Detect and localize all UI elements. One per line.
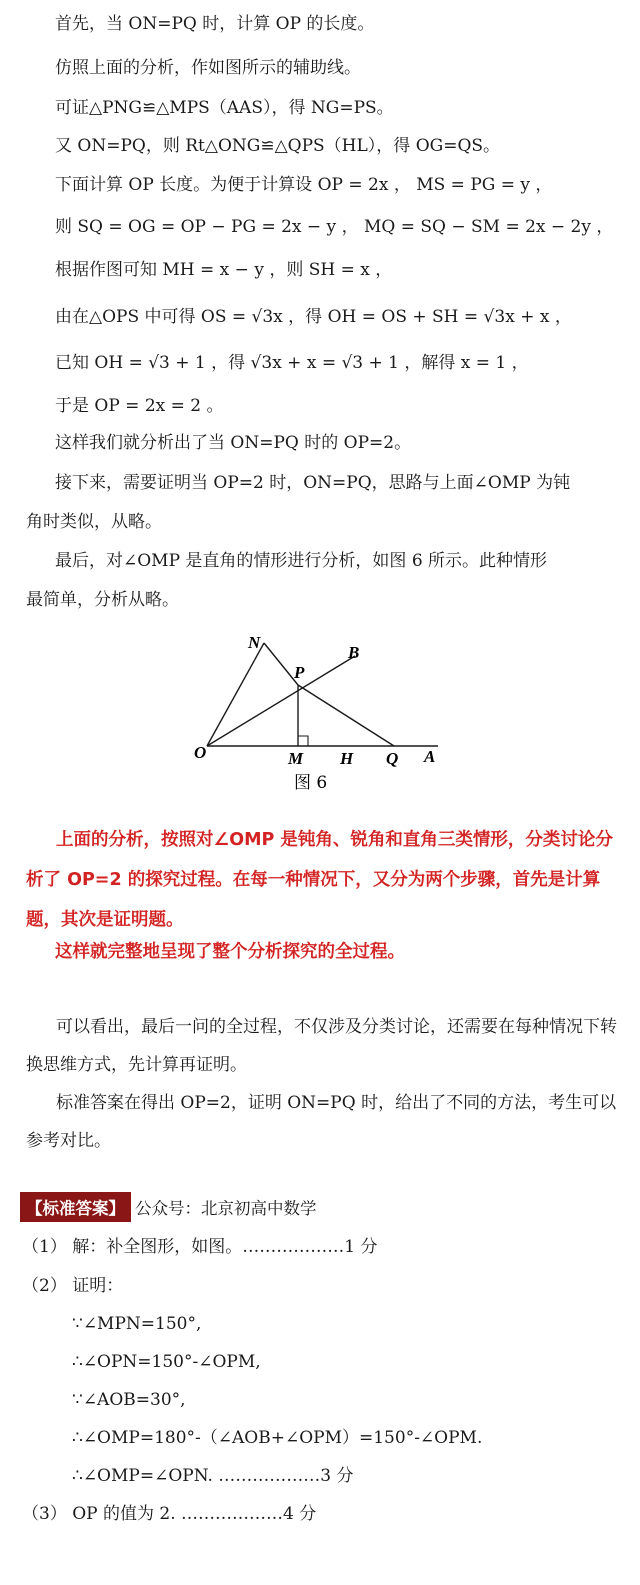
label-p: P [294,663,305,682]
figure-caption: 图 6 [294,773,328,793]
label-q: Q [386,749,399,768]
label-h: H [340,749,354,768]
commentary-text: 标准答案在得出 OP=2，证明 ON=PQ 时，给出了不同的方法，考生可以参考对比。 [26,1093,617,1151]
answer-step: ∴∠OMP=180°-（∠AOB+∠OPM）=150°-∠OPM. [72,1428,483,1448]
geometry-figure [190,628,450,793]
text-line: 最简单，分析从略。 [26,590,179,610]
answer-step: ∴∠OPN=150°-∠OPM, [72,1352,261,1372]
highlight-summary: 这样就完整地呈现了整个分析探究的全过程。 [55,942,405,962]
answer-tag: 【标准答案】 [20,1192,131,1222]
commentary-paragraph [26,1084,626,1160]
label-a: A [424,747,436,766]
highlight-paragraph [26,820,618,940]
right-angle-mark [298,736,308,746]
label-m: M [288,749,304,768]
text-line: 下面计算 OP 长度。为便于计算设 OP = 2x ， MS = PG = y ， [55,175,553,195]
text-line: 已知 OH = √3 + 1 ，得 √3x + x = √3 + 1 ，解得 x = 1 ， [55,353,529,373]
answer-header [20,1192,317,1222]
text-line: 角时类似，从略。 [26,512,162,532]
answer-step: （2） 证明： [22,1276,124,1296]
answer-step: （1） 解：补全图形，如图。………………1 分 [22,1237,378,1257]
text-line: 又 ON=PQ，则 Rt△ONG≌△QPS（HL），得 OG=QS。 [55,136,501,156]
segment-pq [298,685,394,746]
answer-step: （3） OP 的值为 2. ………………4 分 [22,1504,317,1524]
commentary-paragraph [26,1008,626,1084]
ray-ob [207,656,355,746]
text-line: 由在△OPS 中可得 OS = √3x ，得 OH = OS + SH = √3x + x ， [55,307,572,327]
label-o: O [194,743,207,762]
label-b: B [348,643,360,662]
segment-np [264,643,298,685]
text-line: 接下来，需要证明当 OP=2 时，ON=PQ，思路与上面∠OMP 为钝 [55,473,571,493]
label-n: N [248,633,261,652]
answer-step: ∵∠MPN=150°, [72,1314,202,1334]
highlight-text: 上面的分析，按照对∠OMP 是钝角、锐角和直角三类情形，分类讨论分析了 OP=2 的探究过程。在每一种情况下，又分为两个步骤，首先是计算题，其次是证明题。 [26,830,613,930]
text-line: 则 SQ = OG = OP − PG = 2x − y ， MQ = SQ − SM = 2x − 2y ， [55,217,614,237]
text-line: 首先，当 ON=PQ 时，计算 OP 的长度。 [55,14,375,34]
answer-step: ∵∠AOB=30°, [72,1390,186,1410]
segment-on [207,643,264,746]
text-line: 于是 OP = 2x = 2 。 [55,396,224,416]
text-line: 这样我们就分析出了当 ON=PQ 时的 OP=2。 [55,433,412,453]
commentary-text: 可以看出，最后一问的全过程，不仅涉及分类讨论，还需要在每种情况下转换思维方式，先计算再证明。 [26,1017,617,1075]
text-line: 最后，对∠OMP 是直角的情形进行分析，如图 6 所示。此种情形 [55,551,548,571]
text-line: 根据作图可知 MH = x − y ，则 SH = x ， [55,260,393,280]
answer-step: ∴∠OMP=∠OPN. ………………3 分 [72,1466,354,1486]
answer-source: 公众号：北京初高中数学 [135,1199,317,1218]
text-line: 仿照上面的分析，作如图所示的辅助线。 [55,58,361,78]
text-line: 可证△PNG≌△MPS（AAS），得 NG=PS。 [55,98,394,118]
